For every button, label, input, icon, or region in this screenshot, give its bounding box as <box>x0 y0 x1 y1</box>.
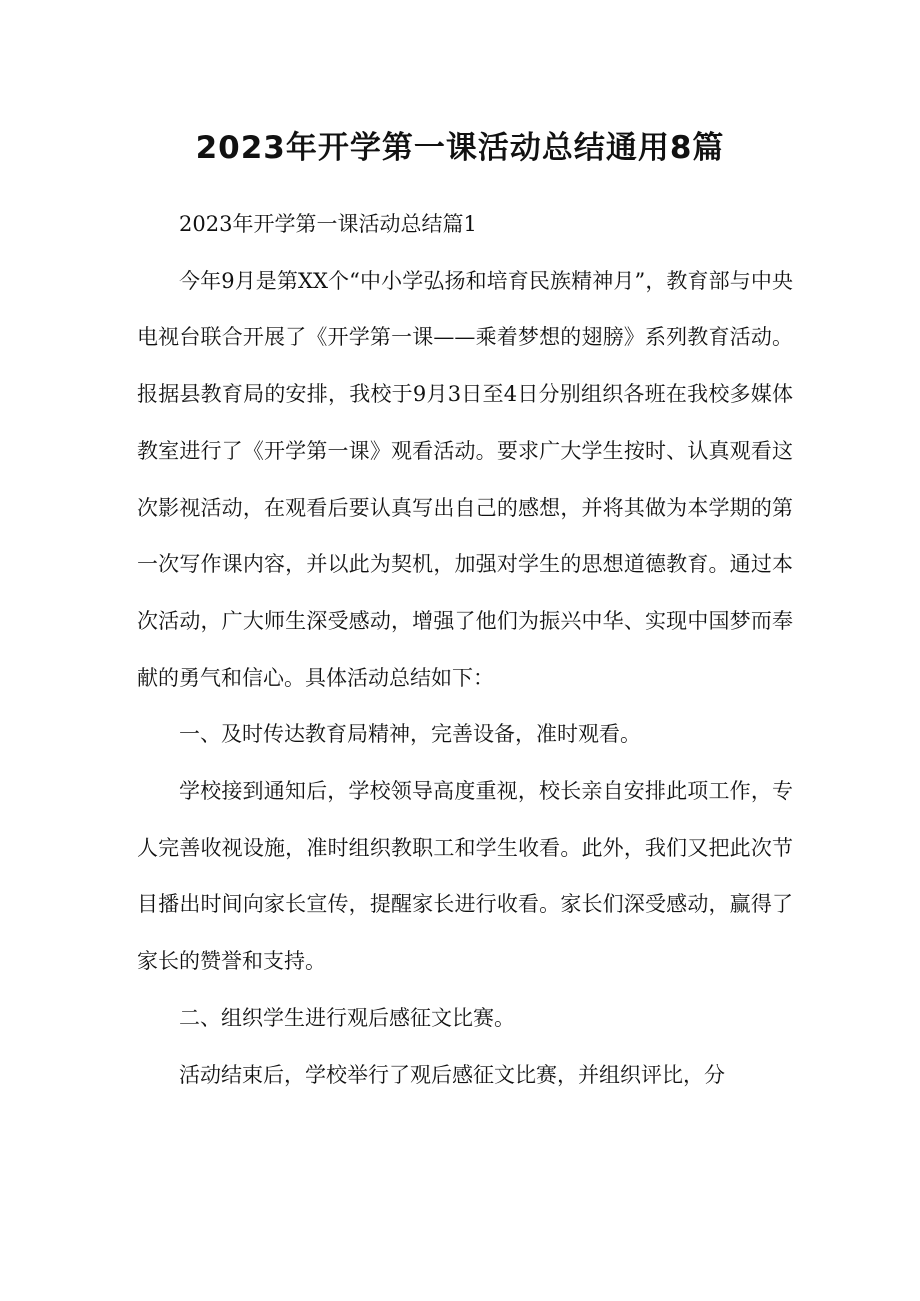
section-point-1: 一、及时传达教育局精神，完善设备，准时观看。 <box>179 722 641 747</box>
section-point-2: 二、组织学生进行观后感征文比赛。 <box>179 1005 515 1030</box>
document-body <box>137 196 793 1103</box>
paragraph-point-1: 学校接到通知后，学校领导高度重视，校长亲自安排此项工作，专人完善收视设施，准时组织教职工和学生收看。此外，我们又把此次节目播出时间向家长宣传，提醒家长进行收看。家长们深受感动，赢得了家长的赞誉和支持。 <box>137 779 793 974</box>
section-heading-1: 2023年开学第一课活动总结篇1 <box>179 212 477 236</box>
paragraph-point-2: 活动结束后，学校举行了观后感征文比赛，并组织评比，分 <box>179 1062 725 1087</box>
document-title: 2023年开学第一课活动总结通用8篇 <box>195 130 725 166</box>
paragraph-intro: 今年9月是第XX个“中小学弘扬和培育民族精神月”，教育部与中央电视台联合开展了《开学第一课——乘着梦想的翅膀》系列教育活动。报据县教育局的安排，我校于9月3日至4日分别组织各班在我校多媒体教室进行了《开学第一课》观看活动。要求广大学生按时、认真观看这次影视活动，在观看后要认真写出自己的感想，并将其做为本学期的第一次写作课内容，并以此为契机，加强对学生的思想道德教育。通过本次活动，广大师生深受感动，增强了他们为振兴中华、实现中国梦而奉献的勇气和信心。具体活动总结如下： <box>137 268 793 690</box>
